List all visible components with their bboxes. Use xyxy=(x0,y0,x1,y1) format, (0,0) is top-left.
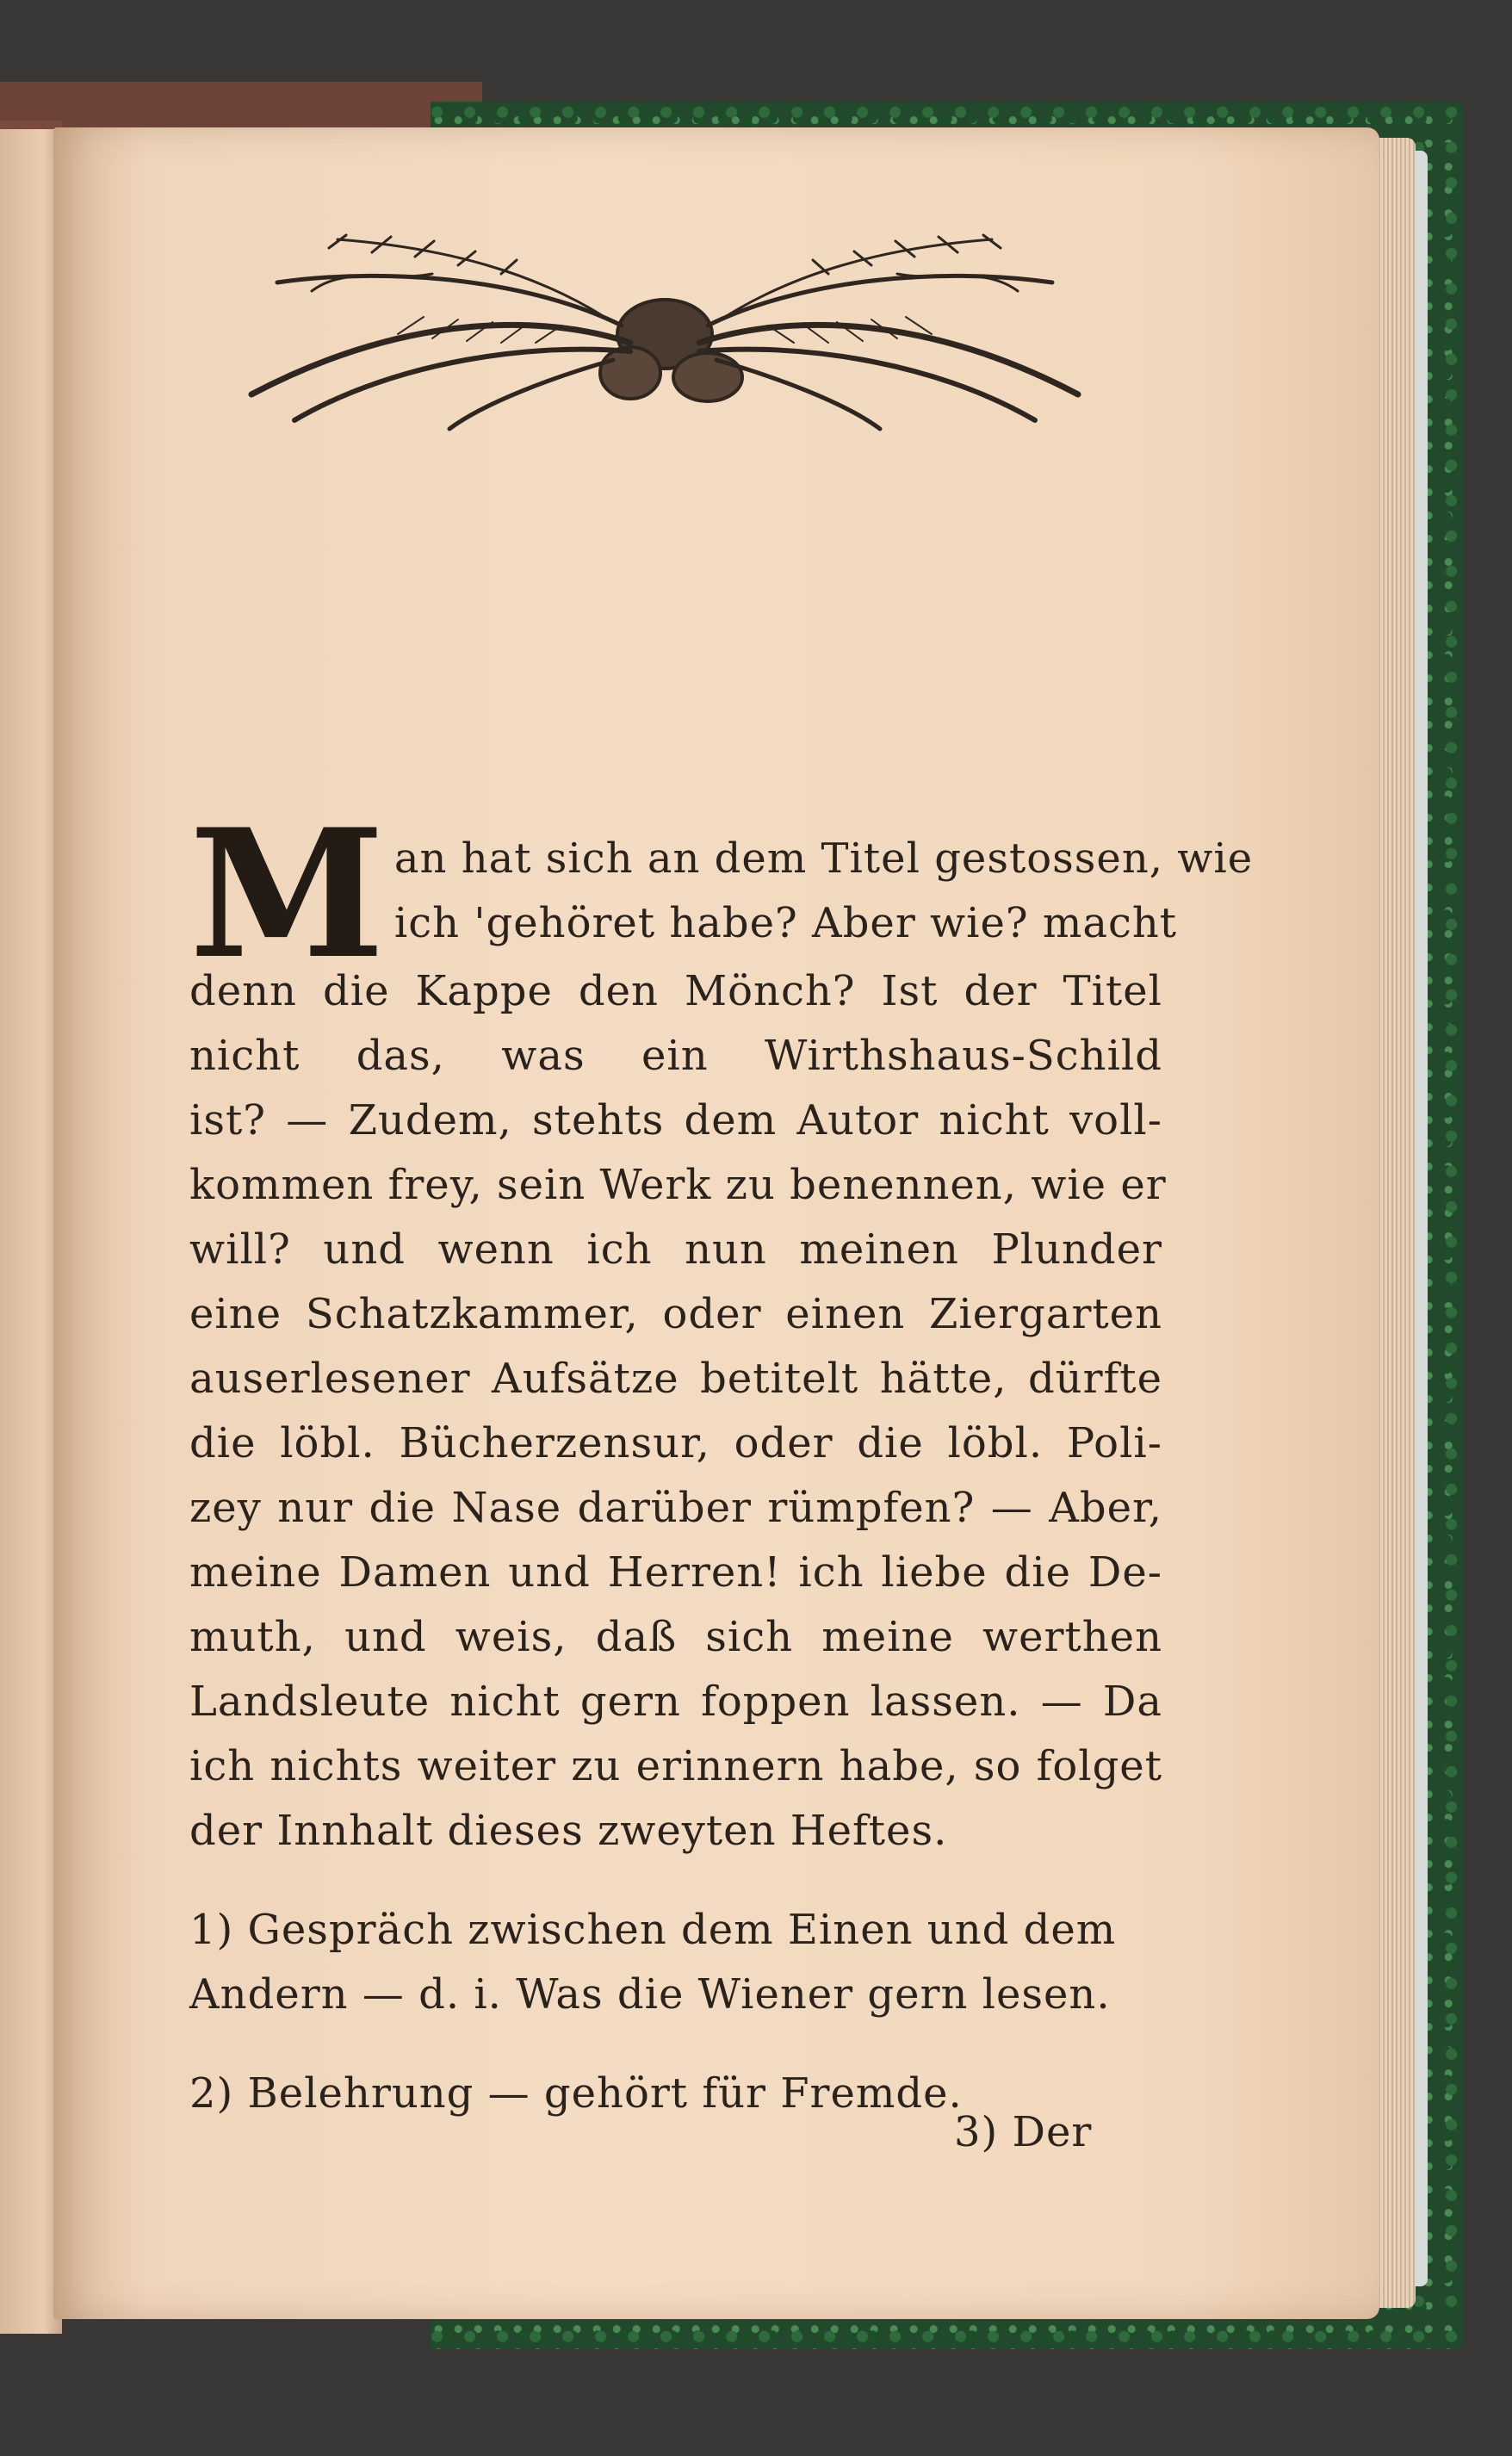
page-stack-edge xyxy=(1376,138,1416,2308)
text-line: die löbl. Bücherzensur, oder die löbl. Poli- xyxy=(189,1419,1162,1467)
text-line: kommen frey, sein Werk zu benennen, wie er xyxy=(189,1161,1167,1209)
text-line: zey nur die Nase darüber rümpfen? — Aber, xyxy=(189,1484,1162,1532)
page-text xyxy=(189,791,1254,2126)
list-item: Andern — d. i. Was die Wiener gern lesen. xyxy=(189,1970,1111,2019)
catchword: 3) Der xyxy=(954,2108,1093,2156)
text-line: ich nichts weiter zu erinnern habe, so folget xyxy=(189,1742,1162,1790)
contents-list xyxy=(189,1898,1162,2126)
list-item: 2) Belehrung — gehört für Fremde. xyxy=(189,2069,963,2118)
floral-ornament xyxy=(226,214,1104,437)
list-item: 1) Gespräch zwischen dem Einen und dem xyxy=(189,1906,1117,1954)
text-line: eine Schatzkammer, oder einen Ziergarten xyxy=(189,1290,1162,1338)
text-line: an hat sich an dem Titel gestossen, wie xyxy=(393,834,1254,883)
intro-paragraph xyxy=(189,791,1254,1864)
text-line: meine Damen und Herren! ich liebe die De- xyxy=(189,1548,1162,1597)
text-line: will? und wenn ich nun meinen Plunder xyxy=(189,1225,1162,1274)
text-line: Landsleute nicht gern foppen lassen. — Da xyxy=(189,1678,1162,1726)
text-line: auserlesener Aufsätze betitelt hätte, dürfte xyxy=(189,1355,1162,1403)
text-line: ich 'gehöret habe? Aber wie? macht xyxy=(393,899,1178,947)
text-line: ist? — Zudem, stehts dem Autor nicht voll- xyxy=(189,1096,1162,1144)
left-cover-edge xyxy=(0,82,482,133)
text-line: der Innhalt dieses zweyten Heftes. xyxy=(189,1807,948,1855)
text-line: muth, und weis, daß sich meine werthen xyxy=(189,1613,1162,1661)
text-line: denn die Kappe den Mönch? Ist der Titel xyxy=(189,967,1162,1015)
drop-cap: M xyxy=(189,791,386,998)
text-line: nicht das, was ein Wirthshaus-Schild xyxy=(189,1032,1162,1080)
